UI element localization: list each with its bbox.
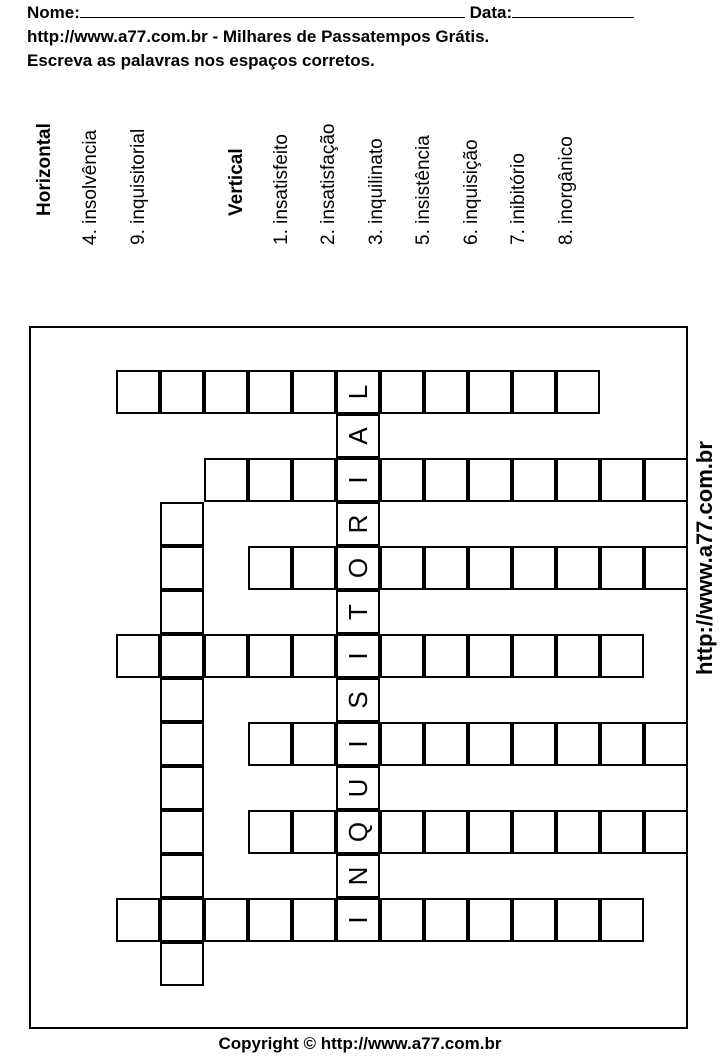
- grid-cell[interactable]: [292, 458, 336, 502]
- grid-cell[interactable]: [160, 502, 204, 546]
- grid-cell[interactable]: [336, 678, 380, 722]
- grid-cell[interactable]: [380, 898, 424, 942]
- grid-cell[interactable]: [160, 590, 204, 634]
- grid-cell[interactable]: [336, 854, 380, 898]
- grid-cell[interactable]: [336, 810, 380, 854]
- solution-letter: I: [343, 740, 373, 748]
- solution-letter: I: [343, 476, 373, 484]
- vertical-clue: 7. inibitório: [508, 153, 529, 245]
- date-field[interactable]: [512, 3, 634, 18]
- grid-cell[interactable]: [160, 678, 204, 722]
- grid-cell[interactable]: [556, 722, 600, 766]
- grid-cell[interactable]: [468, 810, 512, 854]
- grid-cell[interactable]: [292, 546, 336, 590]
- grid-cell[interactable]: [468, 546, 512, 590]
- grid-cell[interactable]: [160, 854, 204, 898]
- grid-cell[interactable]: [380, 546, 424, 590]
- grid-cell[interactable]: [644, 546, 688, 590]
- grid-cell[interactable]: [204, 458, 248, 502]
- solution-letter: I: [343, 652, 373, 660]
- grid-cell[interactable]: [600, 898, 644, 942]
- grid-cell[interactable]: [336, 414, 380, 458]
- grid-cell[interactable]: [468, 722, 512, 766]
- solution-letter: U: [343, 778, 373, 798]
- horizontal-clue: 9. inquisitorial: [128, 128, 149, 245]
- grid-cell[interactable]: [292, 722, 336, 766]
- grid-cell[interactable]: [248, 810, 292, 854]
- grid-cell[interactable]: [160, 942, 204, 986]
- grid-cell[interactable]: [600, 458, 644, 502]
- grid-cell[interactable]: [512, 458, 556, 502]
- vertical-clue: 8. inorgânico: [556, 136, 577, 245]
- grid-cell[interactable]: [248, 898, 292, 942]
- grid-cell[interactable]: [468, 458, 512, 502]
- grid-cell[interactable]: [424, 370, 468, 414]
- date-label: Data:: [469, 3, 513, 22]
- name-label: Nome:: [27, 3, 80, 22]
- vertical-clue: 2. insatisfação: [318, 123, 339, 245]
- grid-cell[interactable]: [292, 810, 336, 854]
- grid-cell[interactable]: [468, 634, 512, 678]
- grid-cell[interactable]: [248, 370, 292, 414]
- grid-cell[interactable]: [248, 458, 292, 502]
- grid-cell[interactable]: [644, 458, 688, 502]
- grid-cell[interactable]: [644, 722, 688, 766]
- instruction-text: Escreva as palavras nos espaços corretos.: [27, 51, 375, 70]
- solution-letter: N: [343, 866, 373, 886]
- grid-cell[interactable]: [380, 370, 424, 414]
- grid-cell[interactable]: [424, 458, 468, 502]
- side-url: http://www.a77.com.br: [692, 441, 717, 675]
- solution-letter: R: [343, 514, 373, 534]
- solution-letter: O: [343, 557, 373, 579]
- vertical-clue: 1. insatisfeito: [271, 134, 292, 245]
- grid-cell[interactable]: [336, 370, 380, 414]
- solution-letter: L: [343, 384, 373, 400]
- grid-cell[interactable]: [160, 370, 204, 414]
- site-line: http://www.a77.com.br - Milhares de Passatempos Grátis.: [27, 27, 490, 46]
- grid-cell[interactable]: [424, 898, 468, 942]
- grid-cell[interactable]: [512, 722, 556, 766]
- grid-cell[interactable]: [556, 370, 600, 414]
- grid-cell[interactable]: [292, 634, 336, 678]
- grid-cell[interactable]: [380, 810, 424, 854]
- solution-letter: A: [343, 427, 373, 445]
- grid-cell[interactable]: [600, 722, 644, 766]
- grid-cell[interactable]: [204, 370, 248, 414]
- grid-cell[interactable]: [292, 898, 336, 942]
- grid-cell[interactable]: [380, 634, 424, 678]
- vertical-clue: 3. inquilinato: [366, 138, 387, 245]
- grid-cell[interactable]: [600, 546, 644, 590]
- grid-cell[interactable]: [512, 546, 556, 590]
- solution-letter: I: [343, 916, 373, 924]
- grid-cell[interactable]: [336, 634, 380, 678]
- grid-cell[interactable]: [556, 634, 600, 678]
- grid-cell[interactable]: [424, 810, 468, 854]
- grid-cell[interactable]: [512, 370, 556, 414]
- grid-cell[interactable]: [600, 810, 644, 854]
- grid-cell[interactable]: [556, 458, 600, 502]
- grid-cell[interactable]: [336, 590, 380, 634]
- grid-cell[interactable]: [336, 766, 380, 810]
- grid-cell[interactable]: [160, 810, 204, 854]
- vertical-clue: 6. inquisição: [461, 139, 482, 245]
- grid-cell[interactable]: [512, 634, 556, 678]
- solution-letter: S: [343, 691, 373, 709]
- grid-cell[interactable]: [336, 458, 380, 502]
- grid-cell[interactable]: [424, 722, 468, 766]
- grid-cell[interactable]: [116, 634, 160, 678]
- grid-cell[interactable]: [160, 634, 204, 678]
- grid-cell[interactable]: [248, 546, 292, 590]
- name-field[interactable]: [80, 3, 465, 18]
- grid-cell[interactable]: [292, 370, 336, 414]
- footer-copyright: Copyright © http://www.a77.com.br: [218, 1034, 502, 1053]
- grid-cell[interactable]: [512, 898, 556, 942]
- horizontal-clue: 4. insolvência: [80, 129, 101, 245]
- grid-cell[interactable]: [160, 766, 204, 810]
- grid-cell[interactable]: [556, 898, 600, 942]
- grid-cell[interactable]: [556, 810, 600, 854]
- grid-cell[interactable]: [160, 722, 204, 766]
- grid-cell[interactable]: [248, 634, 292, 678]
- grid-cell[interactable]: [380, 458, 424, 502]
- grid-cell[interactable]: [160, 898, 204, 942]
- solution-letter: Q: [343, 821, 373, 843]
- grid-cell[interactable]: [644, 810, 688, 854]
- grid-cell[interactable]: [336, 502, 380, 546]
- grid-cell[interactable]: [204, 634, 248, 678]
- name-date-line: [27, 3, 634, 23]
- grid-cell[interactable]: [116, 898, 160, 942]
- grid-cell[interactable]: [468, 370, 512, 414]
- grid-cell[interactable]: [424, 546, 468, 590]
- grid-cell[interactable]: [512, 810, 556, 854]
- grid-cell[interactable]: [380, 722, 424, 766]
- horizontal-title: Horizontal: [34, 123, 55, 216]
- grid-cell[interactable]: [468, 898, 512, 942]
- grid-cell[interactable]: [336, 898, 380, 942]
- vertical-title: Vertical: [226, 148, 247, 216]
- solution-letter: T: [343, 604, 373, 620]
- vertical-clue: 5. insistência: [413, 135, 434, 245]
- grid-cell[interactable]: [424, 634, 468, 678]
- grid-cell[interactable]: [556, 546, 600, 590]
- grid-cell[interactable]: [248, 722, 292, 766]
- grid-cell[interactable]: [160, 546, 204, 590]
- grid-cell[interactable]: [116, 370, 160, 414]
- grid-cell[interactable]: [204, 898, 248, 942]
- grid-cell[interactable]: [336, 546, 380, 590]
- crossword-grid: [29, 326, 688, 1029]
- grid-cell[interactable]: [336, 722, 380, 766]
- grid-cell[interactable]: [600, 634, 644, 678]
